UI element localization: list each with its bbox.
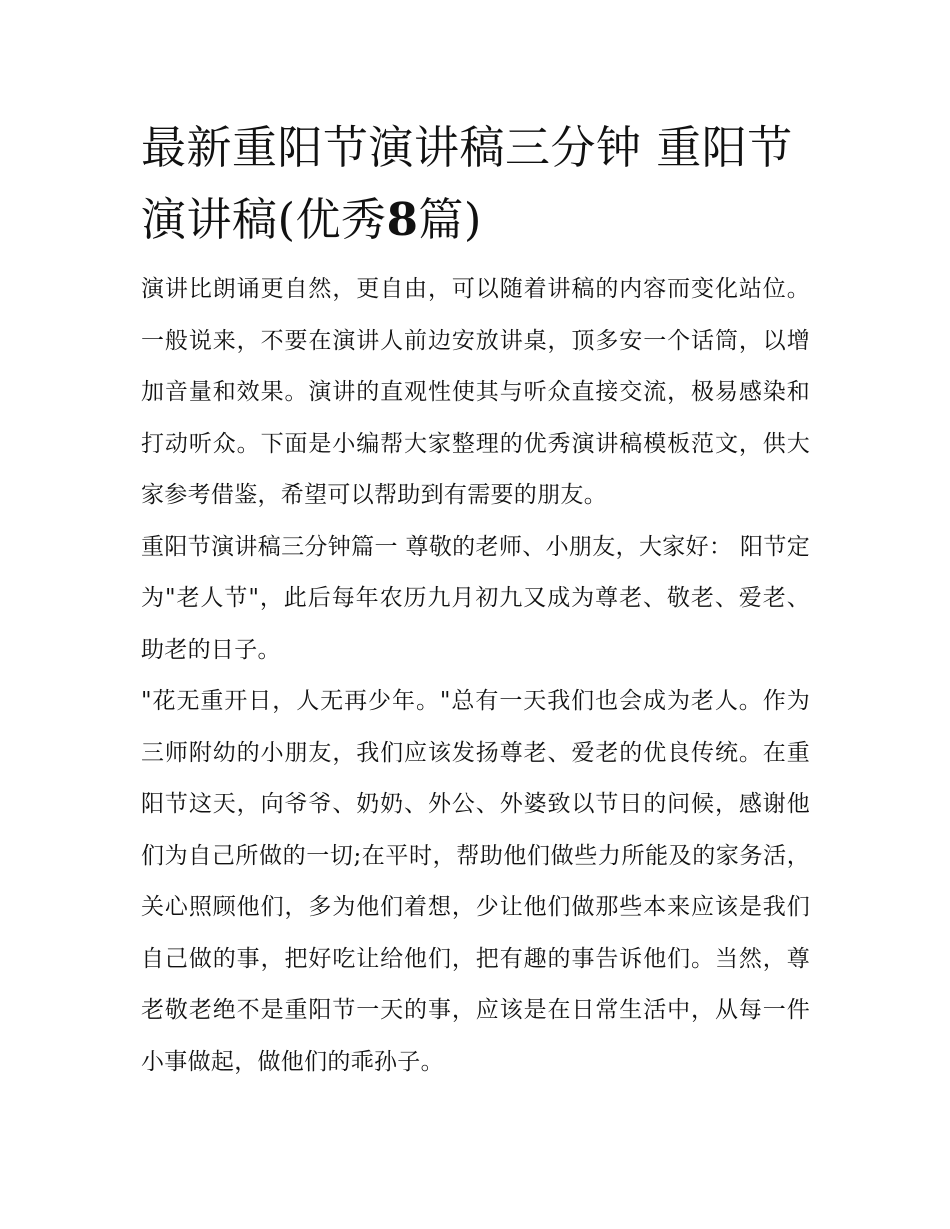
paragraph-speech-body: "花无重开日，人无再少年。"总有一天我们也会成为老人。作为三师附幼的小朋友，我们应该发扬尊老、爱老的优良传统。在重阳节这天，向爷爷、奶奶、外公、外婆致以节日的问候，感谢他们为自己所做的一切;在平时，帮助他们做些力所能及的家务活，关心照顾他们，多为他们着想，少让他们做那些本来应该是我们自己做的事，把好吃让给他们，把有趣的事告诉他们。当然，尊老敬老绝不是重阳节一天的事，应该是在日常生活中，从每一件小事做起，做他们的乖孙子。 [141,688,810,1075]
title-text: 最新重阳节演讲稿三分钟 重阳节演讲稿(优秀 [141,121,793,246]
paragraph-speech-opening: 重阳节演讲稿三分钟篇一 尊敬的老师、小朋友，大家好： 阳节定为"老人节"，此后每年农历九月初九又成为尊老、敬老、爱老、助老的日子。 [141,533,810,663]
paragraph-intro: 演讲比朗诵更自然，更自由，可以随着讲稿的内容而变化站位。一般说来，不要在演讲人前边安放讲桌，顶多安一个话筒，以增加音量和效果。演讲的直观性使其与听众直接交流，极易感染和打动听众。下面是小编帮大家整理的优秀演讲稿模板范文，供大家参考借鉴，希望可以帮助到有需要的朋友。 [141,276,810,508]
document-body [141,264,810,1088]
title-number: 8 [386,193,419,246]
title-suffix: 篇) [418,193,482,246]
document-title [141,112,810,256]
